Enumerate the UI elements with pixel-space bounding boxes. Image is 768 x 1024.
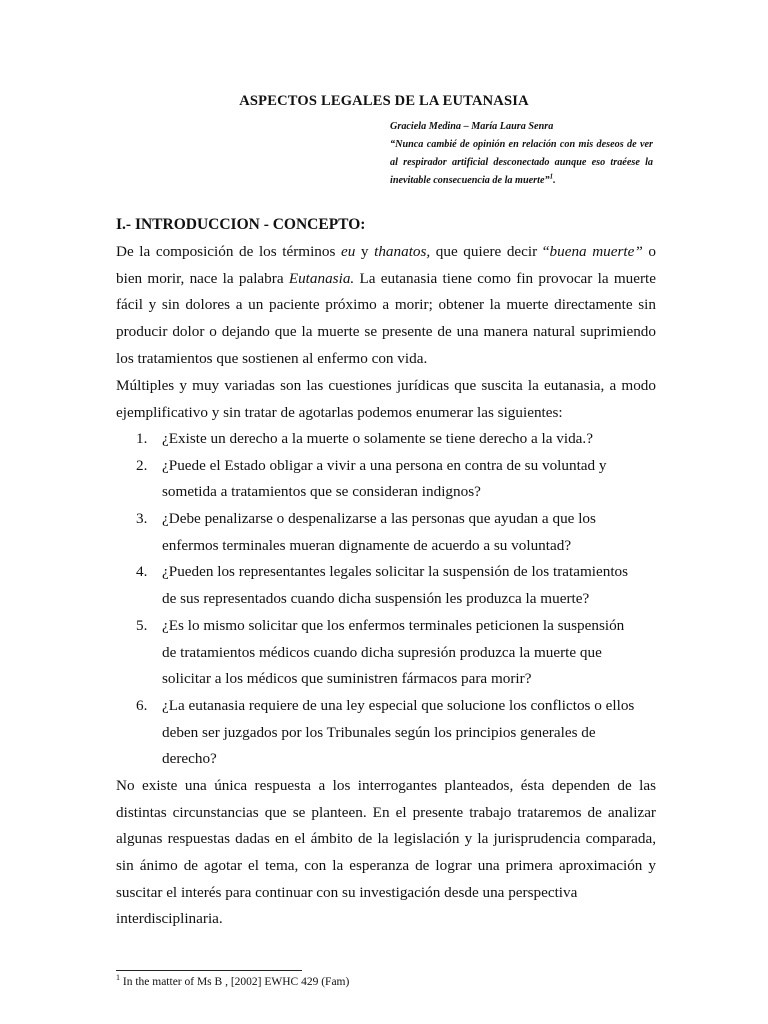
paragraph-line: bien morir, nace la palabra Eutanasia. La eutanasia tiene como fin provocar la muerte bbox=[116, 269, 656, 287]
epigraph-quote-line: “Nunca cambié de opinión en relación con mis deseos de ver bbox=[390, 139, 653, 150]
paragraph-line: fácil y sin dolores a un paciente próximo a morir; obtener la muerte directamente sin bbox=[116, 296, 656, 314]
list-item-number: 5. bbox=[136, 616, 148, 634]
list-item-line: de tratamientos médicos cuando dicha supresión produzca la muerte que bbox=[162, 643, 602, 661]
list-item bbox=[116, 426, 656, 453]
epigraph-quote-text: inevitable consecuencia de la muerte” bbox=[390, 175, 550, 186]
paragraph-line: Múltiples y muy variadas son las cuestiones jurídicas que suscita la eutanasia, a modo bbox=[116, 377, 656, 394]
list-item bbox=[116, 613, 656, 693]
paragraph-line: sin ánimo de agotar el tema, con la esperanza de lograr una primera aproximación y bbox=[116, 857, 656, 875]
list-item-line: enfermos terminales mueran dignamente de acuerdo a su voluntad? bbox=[162, 536, 572, 554]
paragraph-line: distintas circunstancias que se planteen. En el presente trabajo trataremos de analizar bbox=[116, 803, 656, 821]
list-item-line: ¿Existe un derecho a la muerte o solamente se tiene derecho a la vida.? bbox=[162, 430, 593, 447]
epigraph-quote-line-last bbox=[390, 172, 653, 190]
section-heading: I.- INTRODUCCION - CONCEPTO: bbox=[116, 216, 366, 233]
list-item bbox=[116, 506, 656, 559]
list-item-line: ¿La eutanasia requiere de una ley especial que solucione los conflictos o ellos bbox=[162, 696, 635, 714]
questions-list bbox=[116, 426, 656, 773]
list-item-line: sometida a tratamientos que se consideran indignos? bbox=[162, 483, 481, 501]
document-title: ASPECTOS LEGALES DE LA EUTANASIA bbox=[239, 93, 529, 109]
footnote-divider bbox=[116, 970, 302, 971]
list-item-number: 4. bbox=[136, 563, 148, 581]
epigraph-authors: Graciela Medina – María Laura Senra bbox=[390, 121, 554, 132]
footnote-text: In the matter of Ms B , [2002] EWHC 429 (Fam) bbox=[120, 976, 350, 988]
list-item-line: solicitar a los médicos que suministren fármacos para morir? bbox=[162, 670, 532, 688]
list-item-number: 2. bbox=[136, 456, 148, 474]
list-item-line: ¿Es lo mismo solicitar que los enfermos terminales peticionen la suspensión bbox=[162, 616, 625, 634]
paragraph-line: suscitar el interés para continuar con su investigación desde una perspectiva bbox=[116, 883, 578, 901]
list-item-line: ¿Puede el Estado obligar a vivir a una persona en contra de su voluntad y bbox=[162, 456, 607, 474]
footnote-number: 1 bbox=[116, 973, 120, 983]
list-item-line: deben ser juzgados por los Tribunales según los principios generales de bbox=[162, 723, 596, 741]
list-item-number: 3. bbox=[136, 510, 148, 528]
paragraph-line: algunas respuestas dadas en el ámbito de la legislación y la jurisprudencia comparada, bbox=[116, 830, 656, 848]
epigraph bbox=[390, 118, 653, 190]
epigraph-quote-line: al respirador artificial desconectado aunque eso traéese la bbox=[390, 157, 653, 168]
paragraph-line: De la composición de los términos eu y thanatos, que quiere decir “buena muerte” o bbox=[116, 243, 657, 260]
list-item bbox=[116, 453, 656, 506]
epigraph-quote-end: . bbox=[553, 175, 556, 186]
list-item-line: ¿Debe penalizarse o despenalizarse a las personas que ayudan a que los bbox=[162, 510, 596, 528]
list-item-number: 1. bbox=[136, 430, 148, 447]
list-item-line: ¿Pueden los representantes legales solicitar la suspensión de los tratamientos bbox=[162, 563, 629, 581]
paragraph-line: los tratamientos que sostienen al enfermo con vida. bbox=[116, 349, 428, 367]
paragraph-line: ejemplificativo y sin tratar de agotarlas podemos enumerar las siguientes: bbox=[116, 403, 563, 421]
questions-intro-paragraph bbox=[116, 373, 656, 426]
list-item bbox=[116, 693, 656, 773]
paragraph-line: interdisciplinaria. bbox=[116, 910, 223, 928]
list-item-line: derecho? bbox=[162, 750, 217, 768]
list-item-line: de sus representados cuando dicha suspensión les produzca la muerte? bbox=[162, 590, 590, 608]
intro-paragraph bbox=[116, 239, 656, 372]
paragraph-line: producir dolor o dejando que la muerte se presente de una manera natural suprimiendo bbox=[116, 323, 656, 341]
list-item-number: 6. bbox=[136, 696, 148, 714]
footnote bbox=[116, 973, 350, 988]
footnote-reference[interactable]: 1 bbox=[549, 172, 554, 181]
list-item bbox=[116, 559, 656, 612]
paragraph-line: No existe una única respuesta a los interrogantes planteados, ésta dependen de las bbox=[116, 777, 656, 794]
conclusion-paragraph bbox=[116, 773, 656, 933]
